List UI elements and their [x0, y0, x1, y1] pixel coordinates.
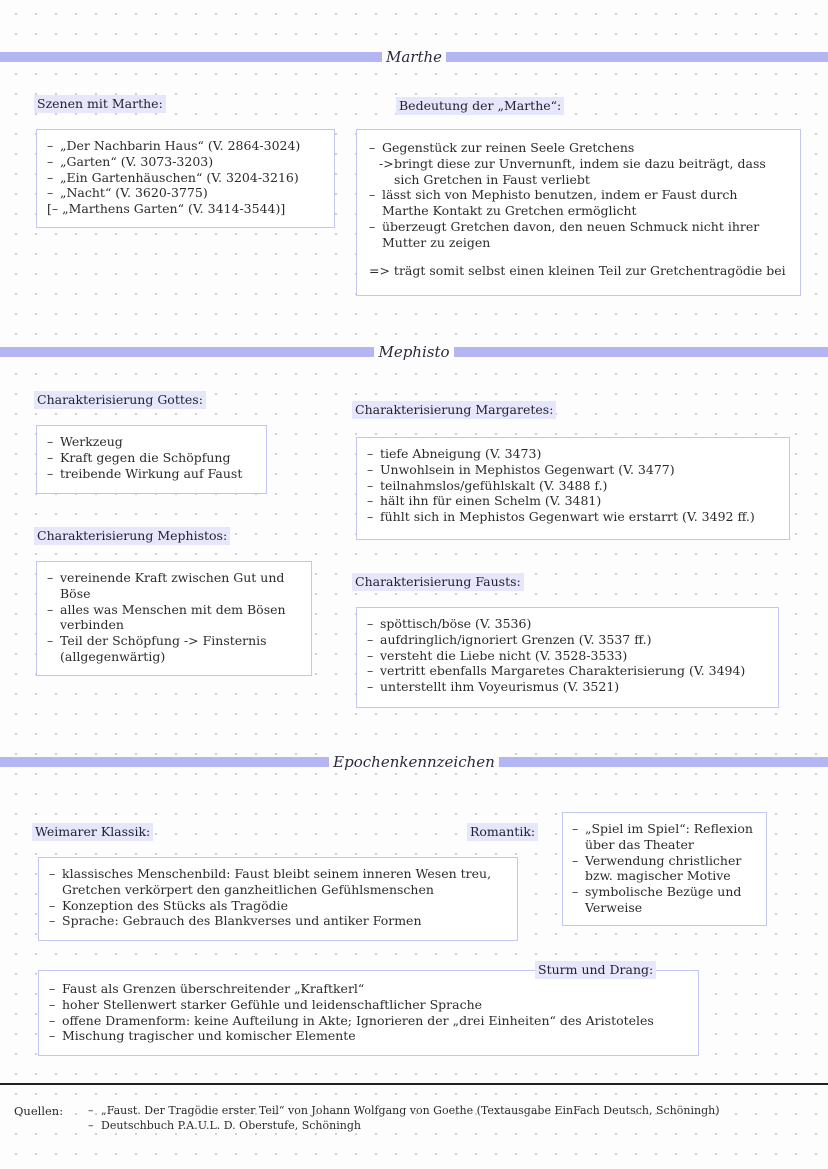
list-item: [– „Marthens Garten“ (V. 3414-3544)] [47, 201, 286, 217]
sturm-box [38, 970, 699, 1056]
list-item: – unterstellt ihm Voyeurismus (V. 3521) [367, 679, 768, 695]
list-item: – Sprache: Gebrauch des Blankverses und antiker Formen [49, 913, 507, 929]
list-item: -> bringt diese zur Unvernunft, indem sie dazu beiträgt, dass sich Gretchen in Faust verliebt [369, 156, 788, 188]
list-item: – alles was Menschen mit dem Bösen verbinden [47, 602, 301, 634]
source-item: – Deutschbuch P.A.U.L. D. Oberstufe, Schöningh [88, 1118, 720, 1133]
list-item: – Konzeption des Stücks als Tragödie [49, 898, 507, 914]
gottes-box [36, 425, 267, 494]
list-item: – vereinende Kraft zwischen Gut und Böse [47, 570, 301, 602]
list-item: – Teil der Schöpfung -> Finsternis (allgegenwärtig) [47, 633, 301, 665]
list-item: – hält ihn für einen Schelm (V. 3481) [367, 493, 779, 509]
section-title-epochen: Epochenkennzeichen [0, 752, 828, 772]
list-item: – Unwohlsein in Mephistos Gegenwart (V. 3477) [367, 462, 779, 478]
list-item: – treibende Wirkung auf Faust [47, 466, 256, 482]
list-item: – fühlt sich in Mephistos Gegenwart wie erstarrt (V. 3492 ff.) [367, 509, 779, 525]
margaretes-box [356, 437, 790, 540]
list-item: – teilnahmslos/gefühlskalt (V. 3488 f.) [367, 478, 779, 494]
szenen-label: Szenen mit Marthe: [34, 95, 166, 113]
section-title-marthe: Marthe [0, 47, 828, 67]
romantik-label: Romantik: [467, 823, 538, 841]
list-item: – Mischung tragischer und komischer Elemente [49, 1028, 688, 1044]
list-item: – überzeugt Gretchen davon, den neuen Schmuck nicht ihrer Mutter zu zeigen [369, 219, 788, 251]
list-item: – offene Dramenform: keine Aufteilung in Akte; Ignorieren der „drei Einheiten“ des Aristoteles [49, 1013, 688, 1029]
list-item: – „Der Nachbarin Haus“ (V. 2864-3024) [47, 138, 324, 154]
list-item: – vertritt ebenfalls Margaretes Charakterisierung (V. 3494) [367, 663, 768, 679]
conclusion-text: => trägt somit selbst einen kleinen Teil zur Gretchentragödie bei [369, 262, 786, 278]
list-item: – aufdringlich/ignoriert Grenzen (V. 3537 ff.) [367, 632, 768, 648]
klassik-box [38, 857, 518, 941]
list-item: – lässt sich von Mephisto benutzen, indem er Faust durch Marthe Kontakt zu Gretchen ermöglicht [369, 187, 788, 219]
list-item: – „Ein Gartenhäuschen“ (V. 3204-3216) [47, 170, 324, 186]
list-item: – hoher Stellenwert starker Gefühle und leidenschaftlicher Sprache [49, 997, 688, 1013]
divider [0, 1083, 828, 1085]
fausts-box [356, 607, 779, 708]
margaretes-label: Charakterisierung Margaretes: [352, 401, 556, 419]
source-item: – „Faust. Der Tragödie erster Teil“ von Johann Wolfgang von Goethe (Textausgabe EinFach Deutsch, Schöningh) [88, 1103, 720, 1118]
romantik-box [562, 812, 767, 926]
list-item: – Werkzeug [47, 434, 256, 450]
list-item: – versteht die Liebe nicht (V. 3528-3533) [367, 648, 768, 664]
list-item: – „Nacht“ (V. 3620-3775) [47, 185, 324, 201]
mephistos-label: Charakterisierung Mephistos: [34, 527, 230, 545]
mephistos-box [36, 561, 312, 676]
szenen-box [36, 129, 335, 228]
gottes-label: Charakterisierung Gottes: [34, 391, 206, 409]
list-item: – Faust als Grenzen überschreitender „Kraftkerl“ [49, 981, 688, 997]
bedeutung-box [356, 129, 801, 296]
sturm-label: Sturm und Drang: [535, 961, 656, 979]
list-item: – klassisches Menschenbild: Faust bleibt seinem inneren Wesen treu, Gretchen verkörpert den ganzheitlichen Gefühlsmenschen [49, 866, 507, 898]
list-item: – tiefe Abneigung (V. 3473) [367, 446, 779, 462]
list-item: – Kraft gegen die Schöpfung [47, 450, 256, 466]
quellen-list [88, 1103, 720, 1133]
list-item: – „Garten“ (V. 3073-3203) [47, 154, 324, 170]
list-item: – Verwendung christlicher bzw. magischer Motive [572, 853, 757, 885]
klassik-label: Weimarer Klassik: [32, 823, 153, 841]
quellen-label: Quellen: [14, 1104, 64, 1118]
list-item: – „Spiel im Spiel“: Reflexion über das Theater [572, 821, 757, 853]
section-title-mephisto: Mephisto [0, 342, 828, 362]
list-item: – spöttisch/böse (V. 3536) [367, 616, 768, 632]
list-item: – Gegenstück zur reinen Seele Gretchens [369, 140, 788, 156]
bedeutung-label: Bedeutung der „Marthe“: [396, 97, 564, 115]
list-item: – symbolische Bezüge und Verweise [572, 884, 757, 916]
fausts-label: Charakterisierung Fausts: [352, 573, 524, 591]
